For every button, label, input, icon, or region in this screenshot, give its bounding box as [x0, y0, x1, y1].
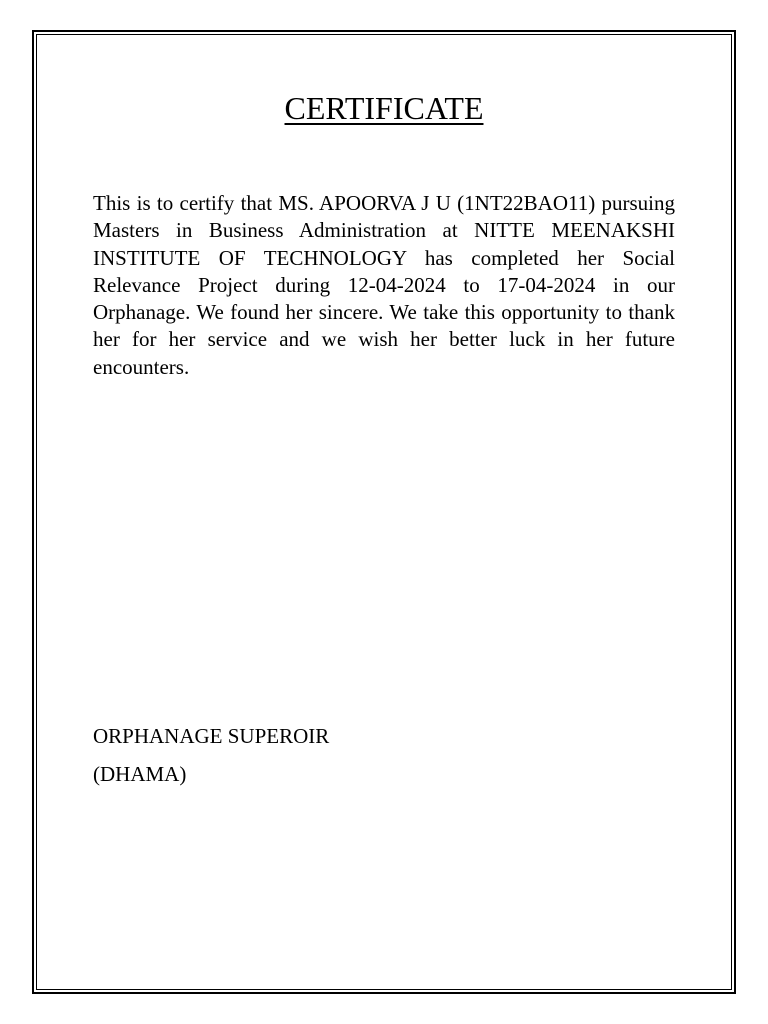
- signatory-name: (DHAMA): [93, 762, 187, 786]
- certificate-title: CERTIFICATE: [284, 90, 484, 126]
- page-border-inner: [36, 34, 732, 990]
- signatory-title: ORPHANAGE SUPEROIR: [93, 724, 330, 748]
- certificate-heading: [0, 88, 768, 128]
- certificate-body: This is to certify that MS. APOORVA J U (1NT22BAO11) pursuing Masters in Business Administration at NITTE MEENAKSHI INSTITUTE OF TECHNOLOGY has completed her Social Relevance Project during 12-04-2024 to 17-04-2024 in our Orphanage. We found her sincere. We take this opportunity to thank her for her service and we wish her better luck in her future encounters.: [93, 191, 675, 379]
